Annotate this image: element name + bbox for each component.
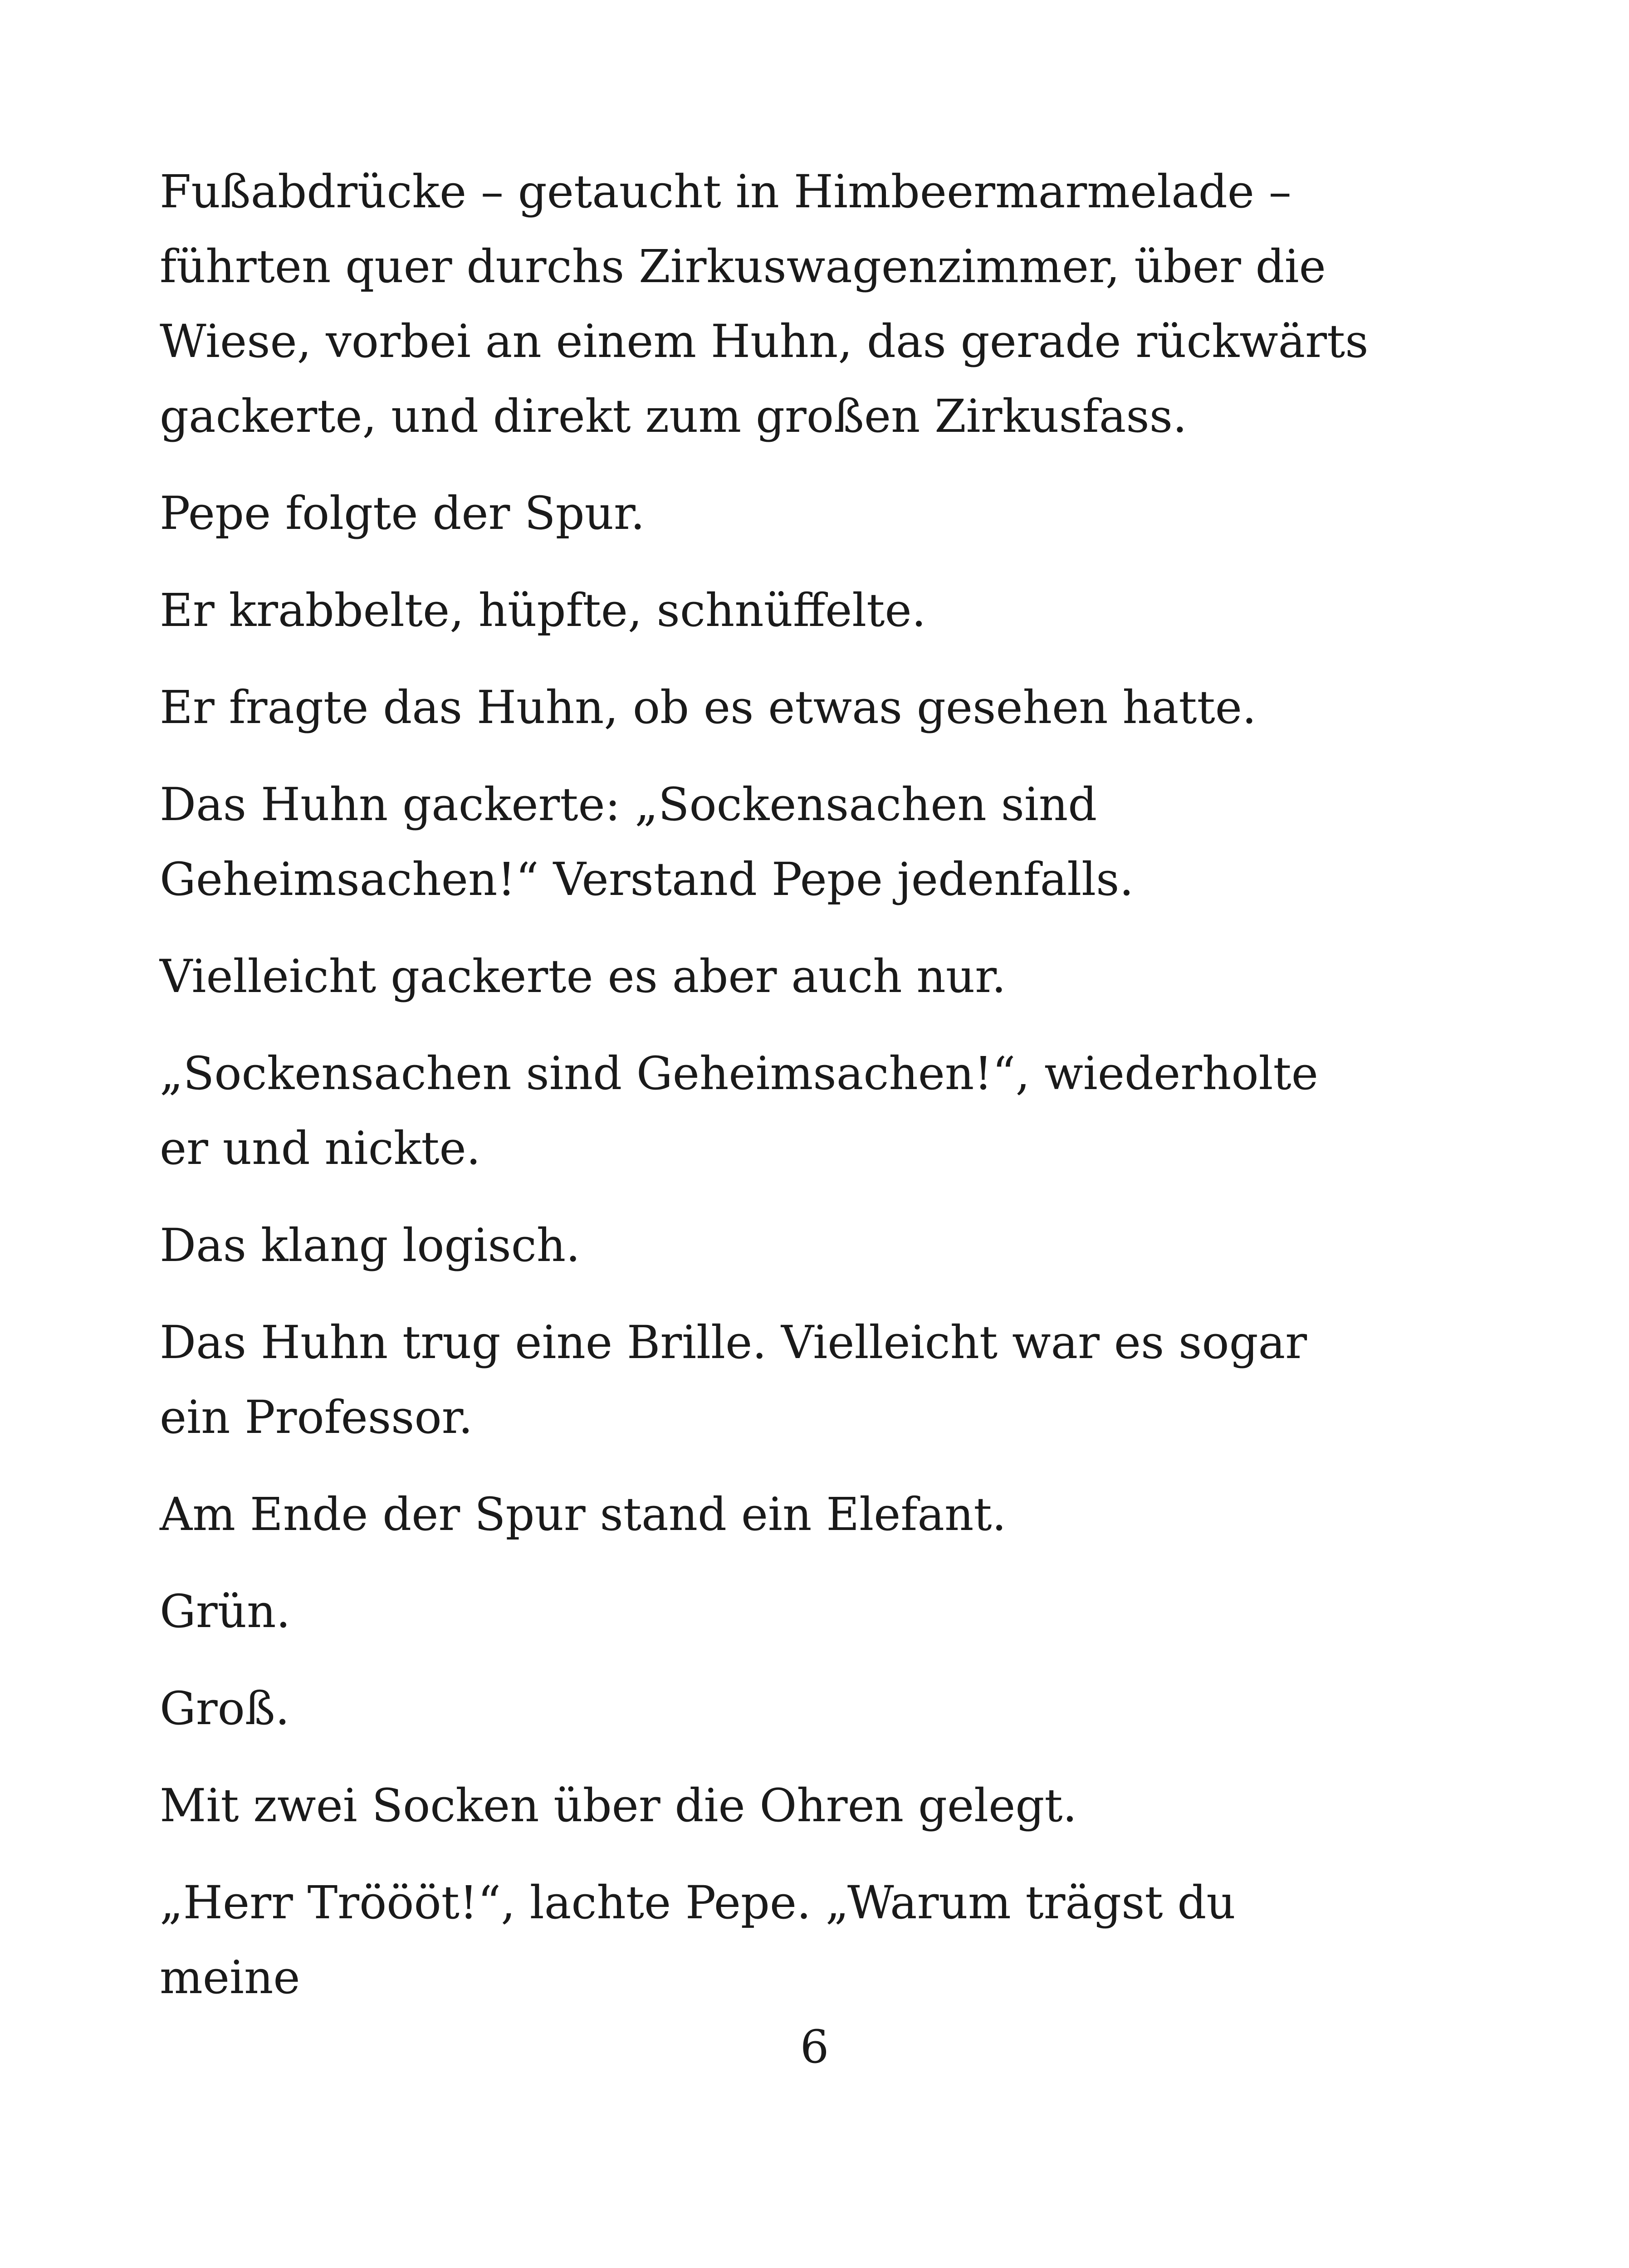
- paragraph: „Sockensachen sind Geheimsachen!“, wiederholte er und nickte.: [160, 1047, 1318, 1175]
- paragraph: Pepe folgte der Spur.: [160, 487, 645, 540]
- paragraph: Er krabbelte, hüpfte, schnüffelte.: [160, 584, 926, 637]
- paragraph: Das Huhn trug eine Brille. Vielleicht war es sogar ein Professor.: [160, 1316, 1307, 1444]
- body-text: [160, 154, 1375, 2037]
- page-number: 6: [800, 2020, 829, 2073]
- paragraph: Das klang logisch.: [160, 1219, 581, 1272]
- paragraph: Er fragte das Huhn, ob es etwas gesehen hatte.: [160, 681, 1257, 734]
- paragraph: Vielleicht gackerte es aber auch nur.: [160, 950, 1006, 1003]
- paragraph: „Herr Tröööt!“, lachte Pepe. „Warum trägst du meine: [160, 1876, 1236, 2004]
- paragraph: Groß.: [160, 1682, 290, 1735]
- paragraph: Das Huhn gackerte: „Sockensachen sind Geheimsachen!“ Verstand Pepe jedenfalls.: [160, 778, 1134, 906]
- paragraph: Grün.: [160, 1585, 291, 1638]
- paragraph: Am Ende der Spur stand ein Elefant.: [160, 1488, 1007, 1541]
- paragraph: Fußabdrücke – getaucht in Himbeermarmelade – führten quer durchs Zirkuswagenzimmer, über die Wiese, vorbei an einem Huhn, das gerade rückwärts gackerte, und direkt zum großen Zirkusfass.: [160, 165, 1369, 443]
- paragraph: Mit zwei Socken über die Ohren gelegt.: [160, 1779, 1077, 1832]
